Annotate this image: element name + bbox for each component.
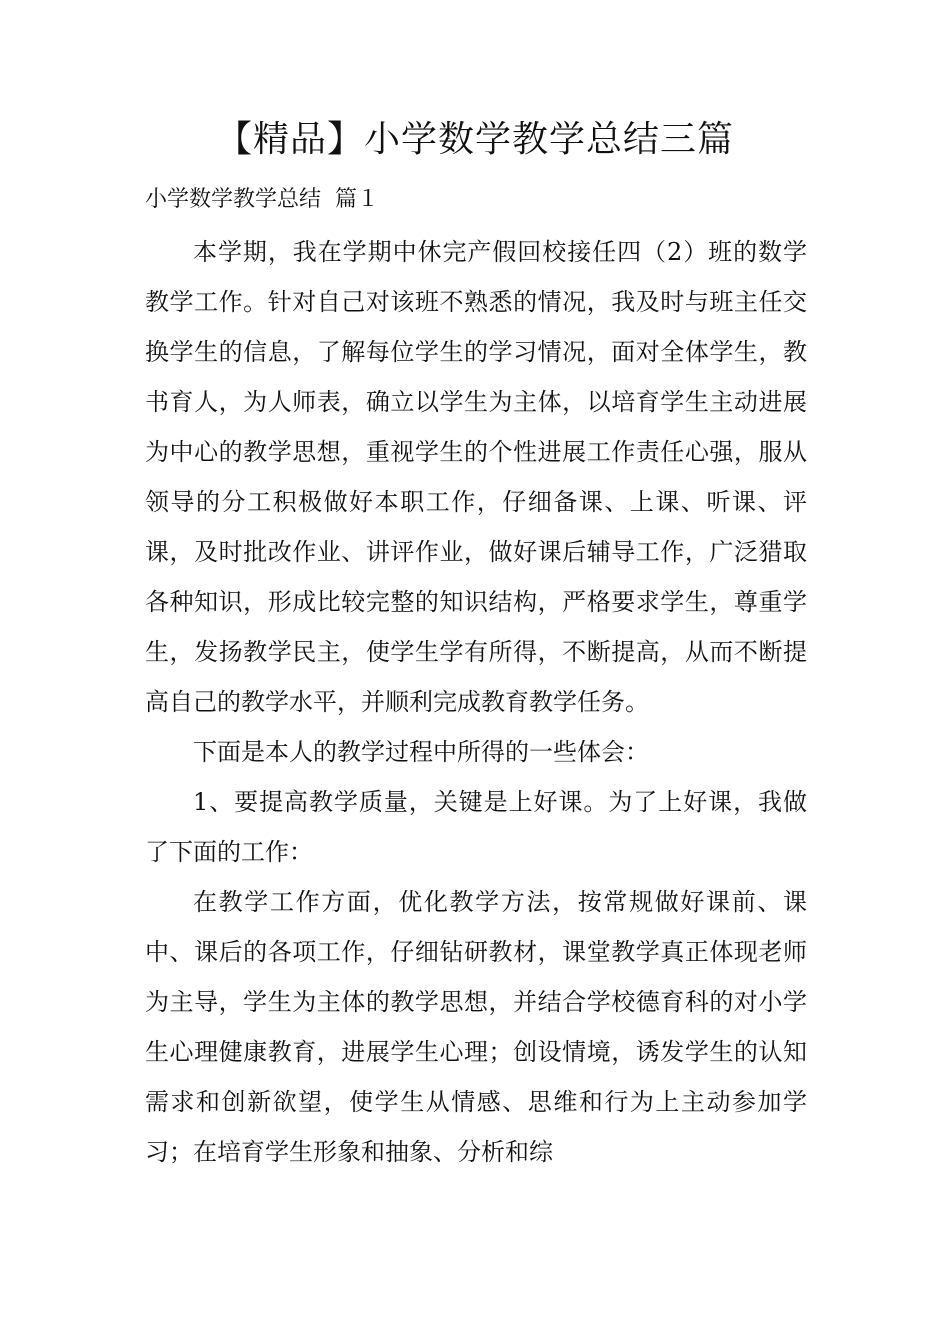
section-heading: 小学数学教学总结 篇１ xyxy=(145,187,379,212)
document-body xyxy=(145,227,807,1177)
document-title: 【精品】小学数学教学总结三篇 xyxy=(215,119,734,160)
paragraph-experience: 下面是本人的教学过程中所得的一些体会： xyxy=(193,738,649,766)
paragraph-teaching-work: 在教学工作方面，优化教学方法，按常规做好课前、课中、课后的各项工作，仔细钻研教材，课堂教学真正体现老师为主导，学生为主体的教学思想，并结合学校德育科的对小学生心理健康教育，进展学生心理；创设情境，诱发学生的认知需求和创新欲望，使学生从情感、思维和行为上主动参加学习；在培育学生形象和抽象、分析和综 xyxy=(145,888,807,1166)
paragraph-point-1: 1、要提高教学质量，关键是上好课。为了上好课，我做了下面的工作： xyxy=(145,788,807,866)
paragraph-intro: 本学期，我在学期中休完产假回校接任四（2）班的数学教学工作。针对自己对该班不熟悉的情况，我及时与班主任交换学生的信息，了解每位学生的学习情况，面对全体学生，教书育人，为人师表，确立以学生为主体，以培育学生主动进展为中心的教学思想，重视学生的个性进展工作责任心强，服从领导的分工积极做好本职工作，仔细备课、上课、听课、评课，及时批改作业、讲评作业，做好课后辅导工作，广泛猎取各种知识，形成比较完整的知识结构，严格要求学生，尊重学生，发扬教学民主，使学生学有所得，不断提高，从而不断提高自己的教学水平，并顺利完成教育教学任务。 xyxy=(145,238,807,716)
